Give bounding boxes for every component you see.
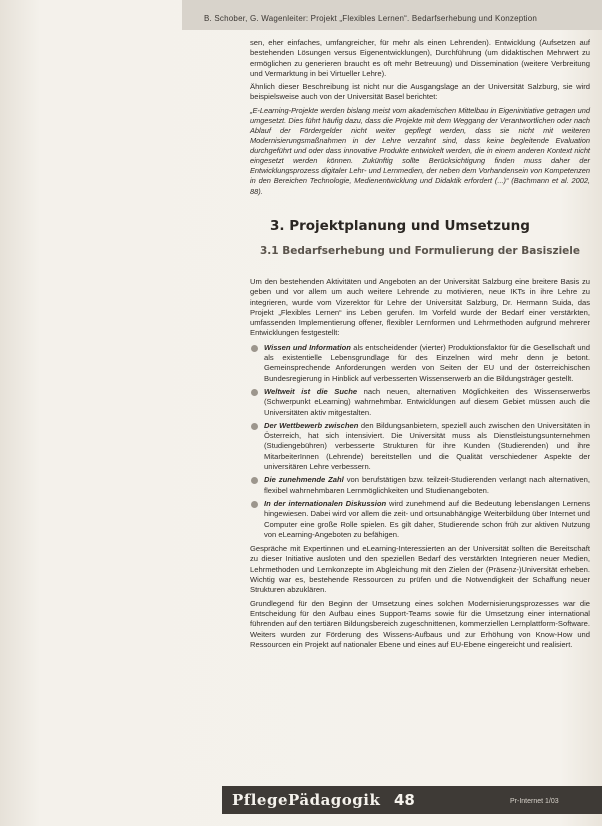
intro-after-heading: Um den bestehenden Aktivitäten und Angeboten an der Universität Salzburg eine breitere Basis zu geben und vor allem um auch weitere Lehrende zu motivieren, neue IKTs in ihre Lehre zu integrieren, wurde vom Vizerektor für Lehre der Universität Salzburg, Dr. Hermann Suida, das Projekt „Flexibles Lernen“ ins Leben gerufen. Im Vorfeld wurde der Bedarf einer verstärkten, umfassenden Implementierung offener, flexibler Lernformen und Lehrmethoden aufgrund mehrerer Entwicklungen festgestellt:: [250, 277, 590, 338]
bullet-text: von berufstätigen bzw. teilzeit-Studierenden verlangt nach alternativen, flexibel wahrnehmbaren Lernmöglichkeiten und Studienangeboten.: [264, 475, 590, 495]
section-heading: 3. Projektplanung und Umsetzung: [270, 218, 530, 234]
page-number: 48: [394, 791, 415, 809]
list-item: [250, 475, 590, 496]
intro-paragraph-1: sen, eher einfaches, umfangreicher, für mehr als einen Lehrenden). Entwicklung (Aufsetzen auf bestehenden Lösungen versus Eigenentwicklungen), Durchführung (um didaktischen Mehrwert zu ermöglichen zu generieren braucht es oft mehr Betreuung) und Dissemination (weitere Verbreitung und Vermarktung in bei Virtueller Lehre).: [250, 38, 590, 78]
bullet-icon: [251, 345, 258, 352]
bullet-icon: [251, 477, 258, 484]
development-list: [250, 343, 590, 540]
intro-block: [250, 38, 590, 197]
block-quote: „E-Learning-Projekte werden bislang meist vom akademischen Mittelbau in Eigeninitiative getragen und umgesetzt. Dies führt häufig dazu, dass die Projekte mit dem Weggang der Verantwortlichen oder nach Ablauf der Fördergelder nicht weiter gepflegt werden, dass sie nicht mit weiteren Modernisierungsmaßnahmen in der Lehre verzahnt sind, dass keine begleitende Evaluation durchgeführt und oder dass innovative Produkte entwickelt werden, die in einem anderen Kontext nicht eingesetzt werden können. Zukünftig sollte Berücksichtigung finden muss daher der Entwicklungsprozess digitaler Lehr- und Lernmedien, der neben dem Vorhandensein von Kompetenzen in den Bereichen Technologie, Medienentwicklung und Didaktik erfordert (...)“ (Bachmann et al. 2002, 88).: [250, 105, 590, 196]
bullet-text: als entscheidender (vierter) Produktionsfaktor für die Gesellschaft und als existentielle Lebensgrundlage für des Einzelnen wird mehr denn je betont. Gemeinsprechende Anforderungen werden von Seiten der EU und der österreichischen Bundesregierung in Hinblick auf verbesserten Wissenserwerb an die Bildungsträger gestellt.: [264, 342, 590, 383]
list-item: [250, 387, 590, 418]
bullet-icon: [251, 423, 258, 430]
issue-label: Pr-Internet 1/03: [510, 798, 559, 805]
list-item: [250, 499, 590, 540]
bullet-lead: Der Wettbewerb zwischen: [264, 420, 359, 430]
running-head: B. Schober, G. Wagenleiter: Projekt „Flexibles Lernen“. Bedarfserhebung und Konzeption: [204, 14, 538, 23]
bullet-text: wird zunehmend auf die Bedeutung lebenslangen Lernens hingewiesen. Dabei wird vor allem die zeit- und ortsunabhängige Weiterbildung über Internet und Computer eine große Rolle spielen. Es gilt daher, Studierende schon früh zur aktiven Nutzung von eLearning-Angeboten zu befähigen.: [264, 498, 590, 539]
main-text: [250, 277, 590, 650]
bullet-text: nach neuen, alternativen Möglichkeiten des Wissenserwerbs (Schwerpunkt eLearning) wahrnehmbar. Entwicklungen auf diesem Gebiet müssen auch die Universitäten aktiv mitgestalten.: [264, 386, 590, 417]
bullet-text: den Bildungsanbietern, speziell auch zwischen den Universitäten in Österreich, hat sich intensiviert. Die Universität muss als Dienstleistungsunternehmen (Studiengebühren) verbesserte Strukturen für ihre Kunden (Studierenden) und ihre MitarbeiterInnen (Lehrende) bereitstellen und die Qualität verschiedener Aspekte der universitären Lehre verbessern.: [264, 420, 590, 472]
list-item: [250, 343, 590, 384]
bullet-lead: Weltweit ist die Suche: [264, 386, 358, 396]
bullet-lead: Wissen und Information: [264, 342, 351, 352]
closing-paragraph-1: Gespräche mit Expertinnen und eLearning-Interessierten an der Universität sollten die Bereitschaft zu dieser Initiative ausloten und den speziellen Bedarf des verstärkten Integrieren neuer Medien, Lehrmethoden und Lernkonzepte im Abgleichung mit den Zielen der (Präsenz-)Universität erheben. Wichtig war es, bestehende Ressourcen zu prüfen und die Notwendigkeit der Schaffung neuer Strukturen abzuklären.: [250, 544, 590, 595]
subsection-heading: 3.1 Bedarfserhebung und Formulierung der Basisziele: [259, 245, 581, 257]
bullet-icon: [251, 501, 258, 508]
journal-title: PflegePädagogik: [232, 791, 381, 809]
bullet-lead: In der internationalen Diskussion: [264, 498, 387, 508]
closing-paragraph-2: Grundlegend für den Beginn der Umsetzung eines solchen Modernisierungsprozesses war die Entscheidung für den Aufbau eines Support-Teams sowie für die Umsetzung einer international führenden auf den tertiären Bildungsbereich zugeschnittenen, kommerziellen Lernplattform-Software. Weiters wurden zur Förderung des Wissens-Aufbaus und zur Erhöhung von Know-How und Ressourcen ein Projekt auf nationaler Ebene und eines auf EU-Ebene eingereicht und realisiert.: [250, 598, 590, 649]
list-item: [250, 421, 590, 472]
bullet-icon: [251, 389, 258, 396]
intro-paragraph-2: Ähnlich dieser Beschreibung ist nicht nur die Ausgangslage an der Universität Salzburg, sie wird beispielsweise auch von der Universität Basel berichtet:: [250, 82, 590, 102]
bullet-lead: Die zunehmende Zahl: [264, 475, 344, 485]
